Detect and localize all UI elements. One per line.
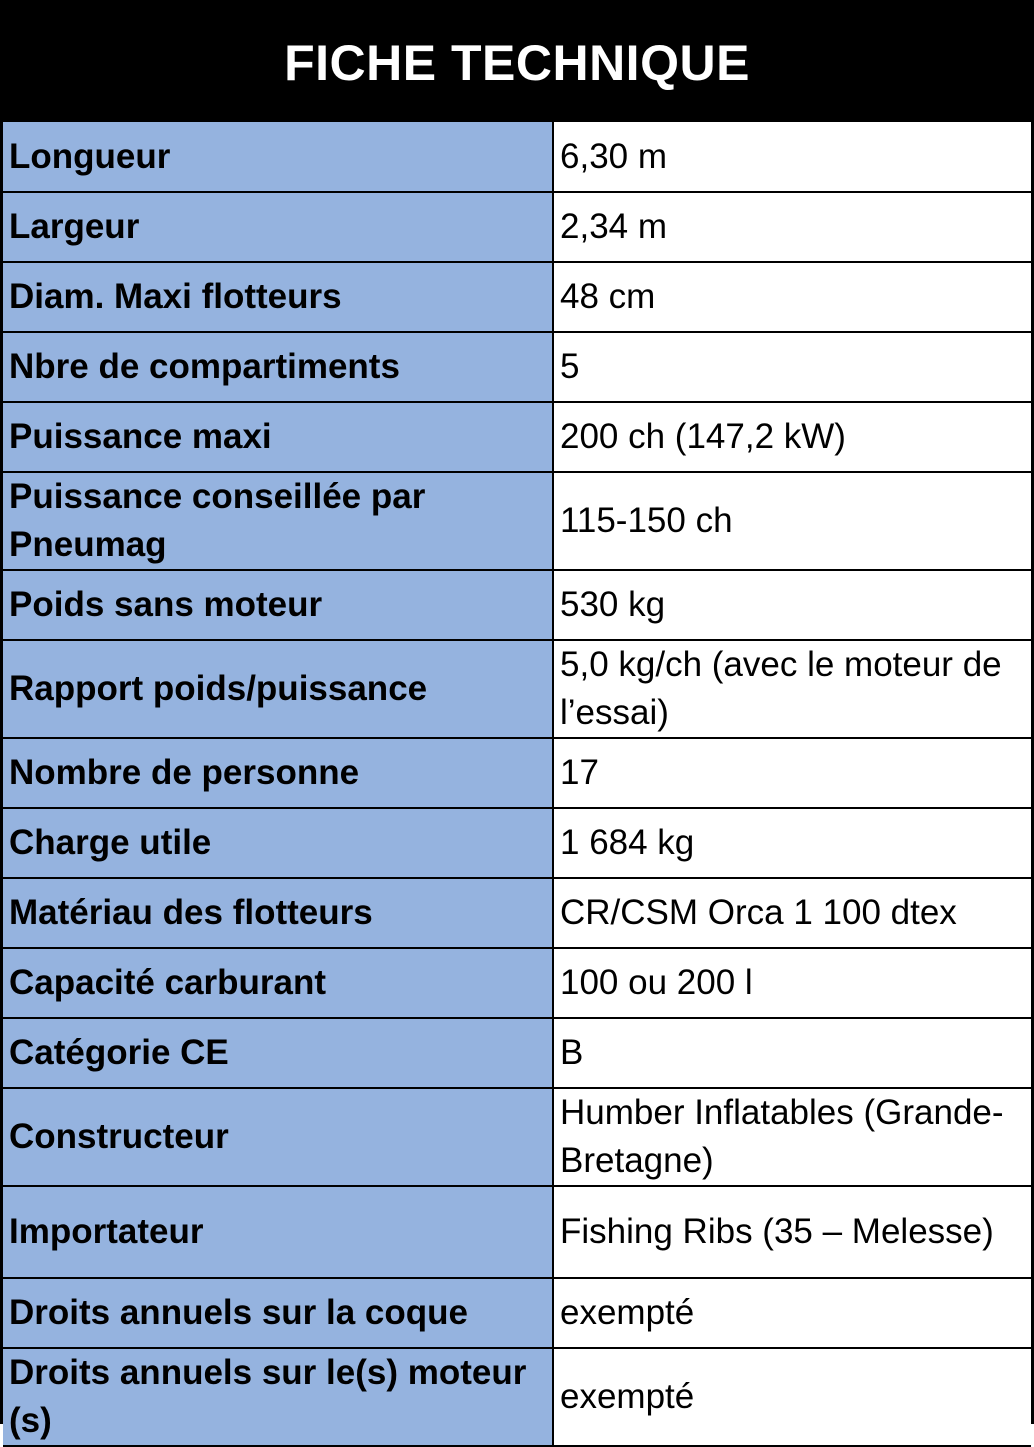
row-value: B bbox=[553, 1018, 1031, 1088]
table-row bbox=[3, 472, 1031, 570]
spec-table bbox=[3, 122, 1031, 1447]
table-row bbox=[3, 1278, 1031, 1348]
row-label: Droits annuels sur le(s) moteur (s) bbox=[3, 1348, 553, 1446]
row-label: Longueur bbox=[3, 122, 553, 192]
row-value: 530 kg bbox=[553, 570, 1031, 640]
table-row bbox=[3, 402, 1031, 472]
sheet-title: FICHE TECHNIQUE bbox=[3, 3, 1031, 122]
row-value: 2,34 m bbox=[553, 192, 1031, 262]
table-row bbox=[3, 808, 1031, 878]
row-value: 100 ou 200 l bbox=[553, 948, 1031, 1018]
row-label: Capacité carburant bbox=[3, 948, 553, 1018]
row-value: Humber Inflatables (Grande-Bretagne) bbox=[553, 1088, 1031, 1186]
row-label: Importateur bbox=[3, 1186, 553, 1278]
row-value: 5 bbox=[553, 332, 1031, 402]
row-value: exempté bbox=[553, 1278, 1031, 1348]
row-value: 17 bbox=[553, 738, 1031, 808]
row-label: Puissance conseillée par Pneumag bbox=[3, 472, 553, 570]
table-row bbox=[3, 332, 1031, 402]
row-value: exempté bbox=[553, 1348, 1031, 1446]
row-value: CR/CSM Orca 1 100 dtex bbox=[553, 878, 1031, 948]
table-row bbox=[3, 738, 1031, 808]
table-row bbox=[3, 1186, 1031, 1278]
row-label: Droits annuels sur la coque bbox=[3, 1278, 553, 1348]
table-row bbox=[3, 948, 1031, 1018]
table-row bbox=[3, 192, 1031, 262]
row-label: Rapport poids/puissance bbox=[3, 640, 553, 738]
row-value: 48 cm bbox=[553, 262, 1031, 332]
table-row bbox=[3, 878, 1031, 948]
row-label: Nombre de personne bbox=[3, 738, 553, 808]
row-value: Fishing Ribs (35 – Melesse) bbox=[553, 1186, 1031, 1278]
table-row bbox=[3, 262, 1031, 332]
table-row bbox=[3, 1088, 1031, 1186]
row-label: Diam. Maxi flotteurs bbox=[3, 262, 553, 332]
table-row bbox=[3, 1348, 1031, 1446]
row-label: Charge utile bbox=[3, 808, 553, 878]
row-value: 200 ch (147,2 kW) bbox=[553, 402, 1031, 472]
row-label: Poids sans moteur bbox=[3, 570, 553, 640]
row-value: 1 684 kg bbox=[553, 808, 1031, 878]
row-value: 115-150 ch bbox=[553, 472, 1031, 570]
table-row bbox=[3, 640, 1031, 738]
row-label: Catégorie CE bbox=[3, 1018, 553, 1088]
table-row bbox=[3, 122, 1031, 192]
row-label: Puissance maxi bbox=[3, 402, 553, 472]
row-label: Largeur bbox=[3, 192, 553, 262]
row-label: Nbre de compartiments bbox=[3, 332, 553, 402]
table-row bbox=[3, 1018, 1031, 1088]
row-value: 6,30 m bbox=[553, 122, 1031, 192]
row-label: Matériau des flotteurs bbox=[3, 878, 553, 948]
row-label: Constructeur bbox=[3, 1088, 553, 1186]
table-row bbox=[3, 570, 1031, 640]
row-value: 5,0 kg/ch (avec le moteur de l’essai) bbox=[553, 640, 1031, 738]
